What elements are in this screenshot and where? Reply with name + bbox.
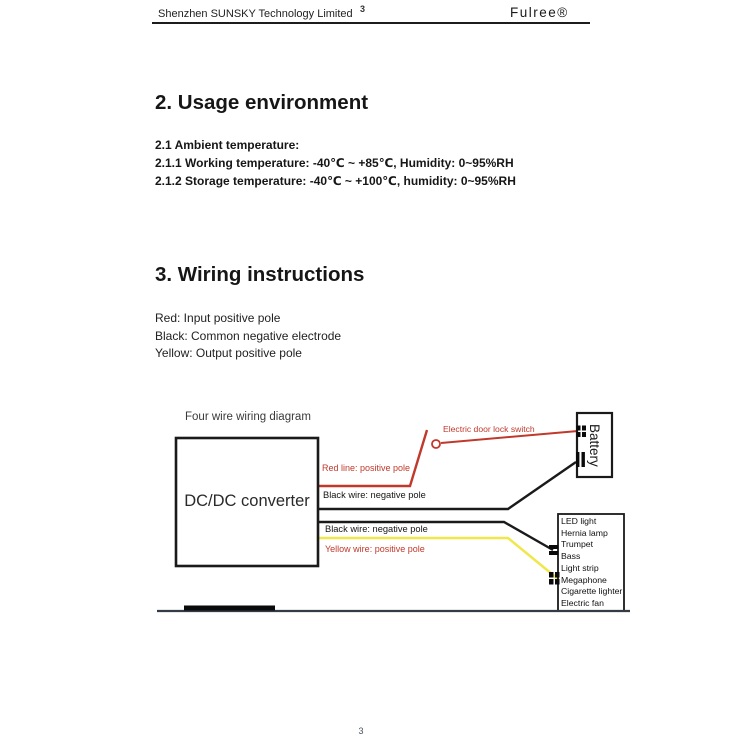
load-item: Cigarette lighter: [561, 586, 623, 597]
load-item: Bass: [561, 551, 581, 562]
black-wire-1-label: Black wire: negative pole: [323, 490, 426, 500]
load-item: Trumpet: [561, 539, 594, 550]
red-wire: [318, 430, 427, 486]
load-item: Hernia lamp: [561, 527, 608, 538]
red-wire-label: Red line: positive pole: [322, 463, 411, 473]
baseline-thick-bar: [184, 606, 275, 611]
switch-label: Electric door lock switch: [443, 424, 535, 434]
usage-line-ambient: 2.1 Ambient temperature:: [155, 138, 300, 152]
legend-yellow: Yellow: Output positive pole: [155, 346, 302, 361]
legend-black: Black: Common negative electrode: [155, 328, 342, 343]
usage-line-working: 2.1.1 Working temperature: -40℃ ~ +85℃, Humidity: 0~95%RH: [155, 156, 514, 170]
battery-label: Battery: [587, 423, 602, 467]
wiring-heading: 3. Wiring instructions: [155, 263, 365, 286]
load-item: Electric fan: [561, 597, 604, 608]
usage-line-storage: 2.1.2 Storage temperature: -40℃ ~ +100℃, humidity: 0~95%RH: [155, 174, 516, 188]
loads-negative-terminal: [549, 545, 559, 555]
header-company: Shenzhen SUNSKY Technology Limited: [158, 8, 353, 20]
header-superscript: 3: [360, 4, 366, 14]
switch-pivot: [432, 440, 440, 448]
diagram-title: Four wire wiring diagram: [185, 411, 311, 423]
load-item: Light strip: [561, 562, 599, 573]
load-item: LED light: [561, 516, 597, 526]
page-number: 3: [358, 726, 364, 736]
yellow-wire-label: Yellow wire: positive pole: [325, 544, 425, 554]
load-list: [561, 516, 623, 610]
header-brand: Fulree®: [510, 5, 569, 20]
converter-label: DC/DC converter: [184, 492, 310, 510]
black-wire-2-label: Black wire: negative pole: [325, 524, 428, 534]
legend-red: Red: Input positive pole: [155, 311, 281, 325]
usage-heading: 2. Usage environment: [155, 91, 369, 114]
load-item: Megaphone: [561, 574, 607, 585]
